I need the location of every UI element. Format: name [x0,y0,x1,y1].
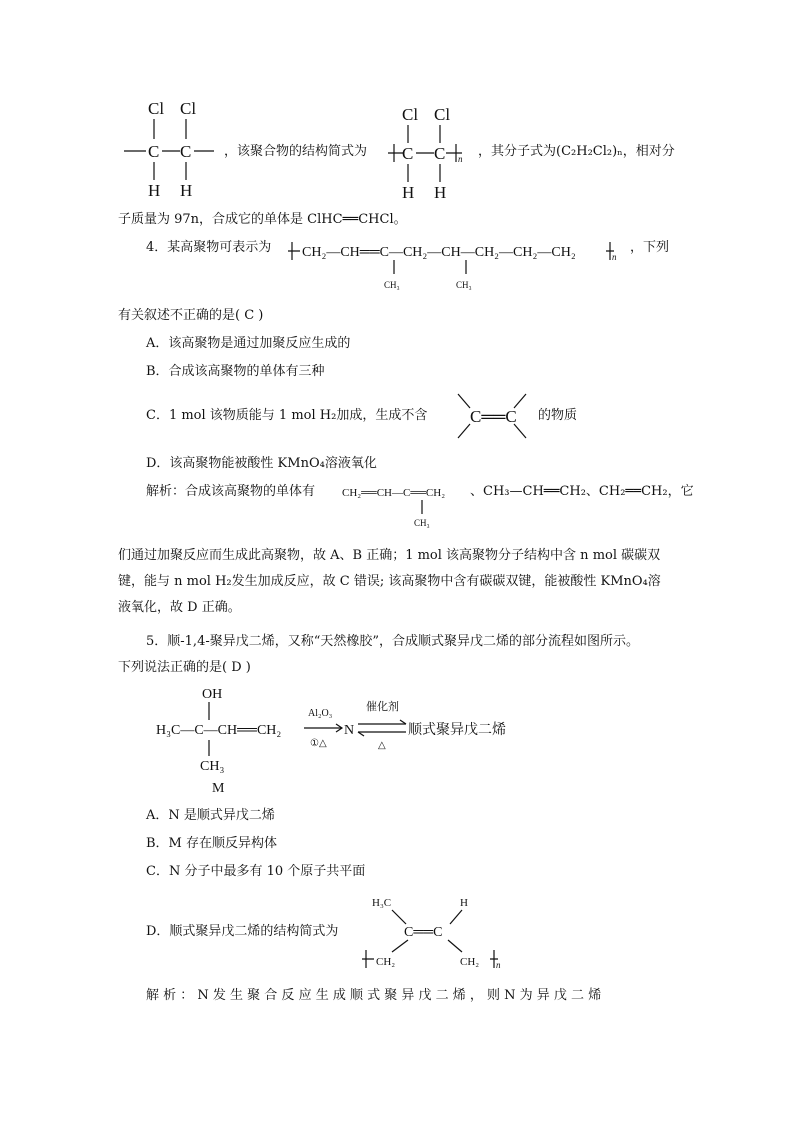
cc-double-bond-structure [452,388,532,444]
h-label-2: H [180,181,193,200]
text-line-1b: ，其分子式为(C₂H₂Cl₂)ₙ，相对分 [478,144,675,159]
condition-1: ①△ [310,738,327,749]
q4-option-c2: 的物质 [538,408,578,423]
q4-polymer-chain: CH₂—CH══C—CH₂—CH—CH₂—CH₂—CH₂ [302,245,576,260]
ch3-group-m: CH₃ [200,759,225,774]
h-label-1: H [148,181,161,200]
cis-polyisoprene-structure [362,890,512,970]
cl-label-1: Cl [148,99,165,118]
q4-explanation-1b: 、CH₃—CH══CH₂、CH₂══CH₂，它 [470,484,694,499]
c-label-4: C [434,144,446,163]
q4-cont: 有关叙述不正确的是( C ) [118,308,264,323]
n-subscript-1: n [458,154,463,164]
h-label-5: H [460,897,468,909]
q4-option-a: A．该高聚物是通过加聚反应生成的 [146,336,351,351]
ch2-label-1: CH₂ [376,956,396,968]
cl-label-2: Cl [180,99,197,118]
c-label-1: C [148,142,160,161]
product-label: 顺式聚异戊二烯 [408,723,506,738]
q4-option-c1: C．1 mol 该物质能与 1 mol H₂加成，生成不含 [146,408,428,423]
q5-option-a: A．N 是顺式异戊二烯 [146,808,275,823]
q4-stem: 4．某高聚物可表示为 [146,240,272,255]
ch2-label-2: CH₂ [460,956,480,968]
h-label-3: H [402,183,415,202]
c-label-2: C [180,142,192,161]
m-label: M [212,781,225,796]
n-subscript-2: n [612,252,617,262]
q4-option-b: B．合成该高聚物的单体有三种 [146,364,325,379]
cc-double-bond-label-2: C══C [404,925,443,940]
diene-formula: CH₂══CH—C══CH₂ [342,487,446,499]
q4-explanation-2: 们通过加聚反应而生成此高聚物，故 A、B 正确；1 mol 该高聚物分子结构中含 n mol 碳碳双 [118,548,661,563]
cl-label-3: Cl [402,105,419,124]
ch3-branch-3: CH₃ [414,518,430,528]
cc-double-bond-label: C══C [470,407,517,426]
q4-explanation-1a: 解析：合成该高聚物的单体有 [146,484,316,499]
q5-cont: 下列说法正确的是( D ) [118,660,251,675]
polymer-structure-1 [386,98,476,202]
q5-option-c: C．N 分子中最多有 10 个原子共平面 [146,864,366,879]
ch3-branch-1: CH₃ [384,280,400,290]
ch3-branch-2: CH₃ [456,280,472,290]
m-formula: H₃C—C—CH══CH₂ [156,723,282,738]
q4-explanation-4: 液氧化，故 D 正确。 [118,600,241,615]
text-line-1a: ，该聚合物的结构简式为 [224,144,368,159]
h-label-4: H [434,183,447,202]
text-line-2: 子质量为 97n，合成它的单体是 ClHC══CHCl。 [118,212,407,227]
q4-option-d: D．该高聚物能被酸性 KMnO₄溶液氧化 [146,456,377,471]
q4-tail: ，下列 [630,240,670,255]
q5-stem: 5．顺-1,4-聚异戊二烯，又称“天然橡胶”，合成顺式聚异戊二烯的部分流程如图所示。 [146,634,640,649]
q4-monomer-diene [340,480,472,530]
n-atom-label: N [344,723,355,738]
q5-option-b: B．M 存在顺反异构体 [146,836,277,851]
cl-label-4: Cl [434,105,451,124]
q5-reaction-scheme [152,680,552,798]
q4-polymer-structure [288,234,628,294]
q5-option-d: D．顺式聚异戊二烯的结构简式为 [146,924,339,939]
catalyst-label: 催化剂 [366,701,399,713]
oh-group: OH [202,687,223,702]
delta-label: △ [378,740,386,751]
chloro-fragment-structure [122,96,218,200]
h3c-label: H₃C [372,897,392,909]
q4-explanation-3: 键，能与 n mol H₂发生加成反应，故 C 错误; 该高聚物中含有碳碳双键，能被酸性 KMnO₄溶 [118,574,661,589]
n-subscript-3: n [496,960,501,970]
c-label-3: C [402,144,414,163]
al2o3-label: Al₂O₃ [308,708,333,719]
q5-explanation: 解 析 ： N 发 生 聚 合 反 应 生 成 顺 式 聚 异 戊 二 烯 ， 则 N 为 异 戊 二 烯 [146,988,602,1003]
